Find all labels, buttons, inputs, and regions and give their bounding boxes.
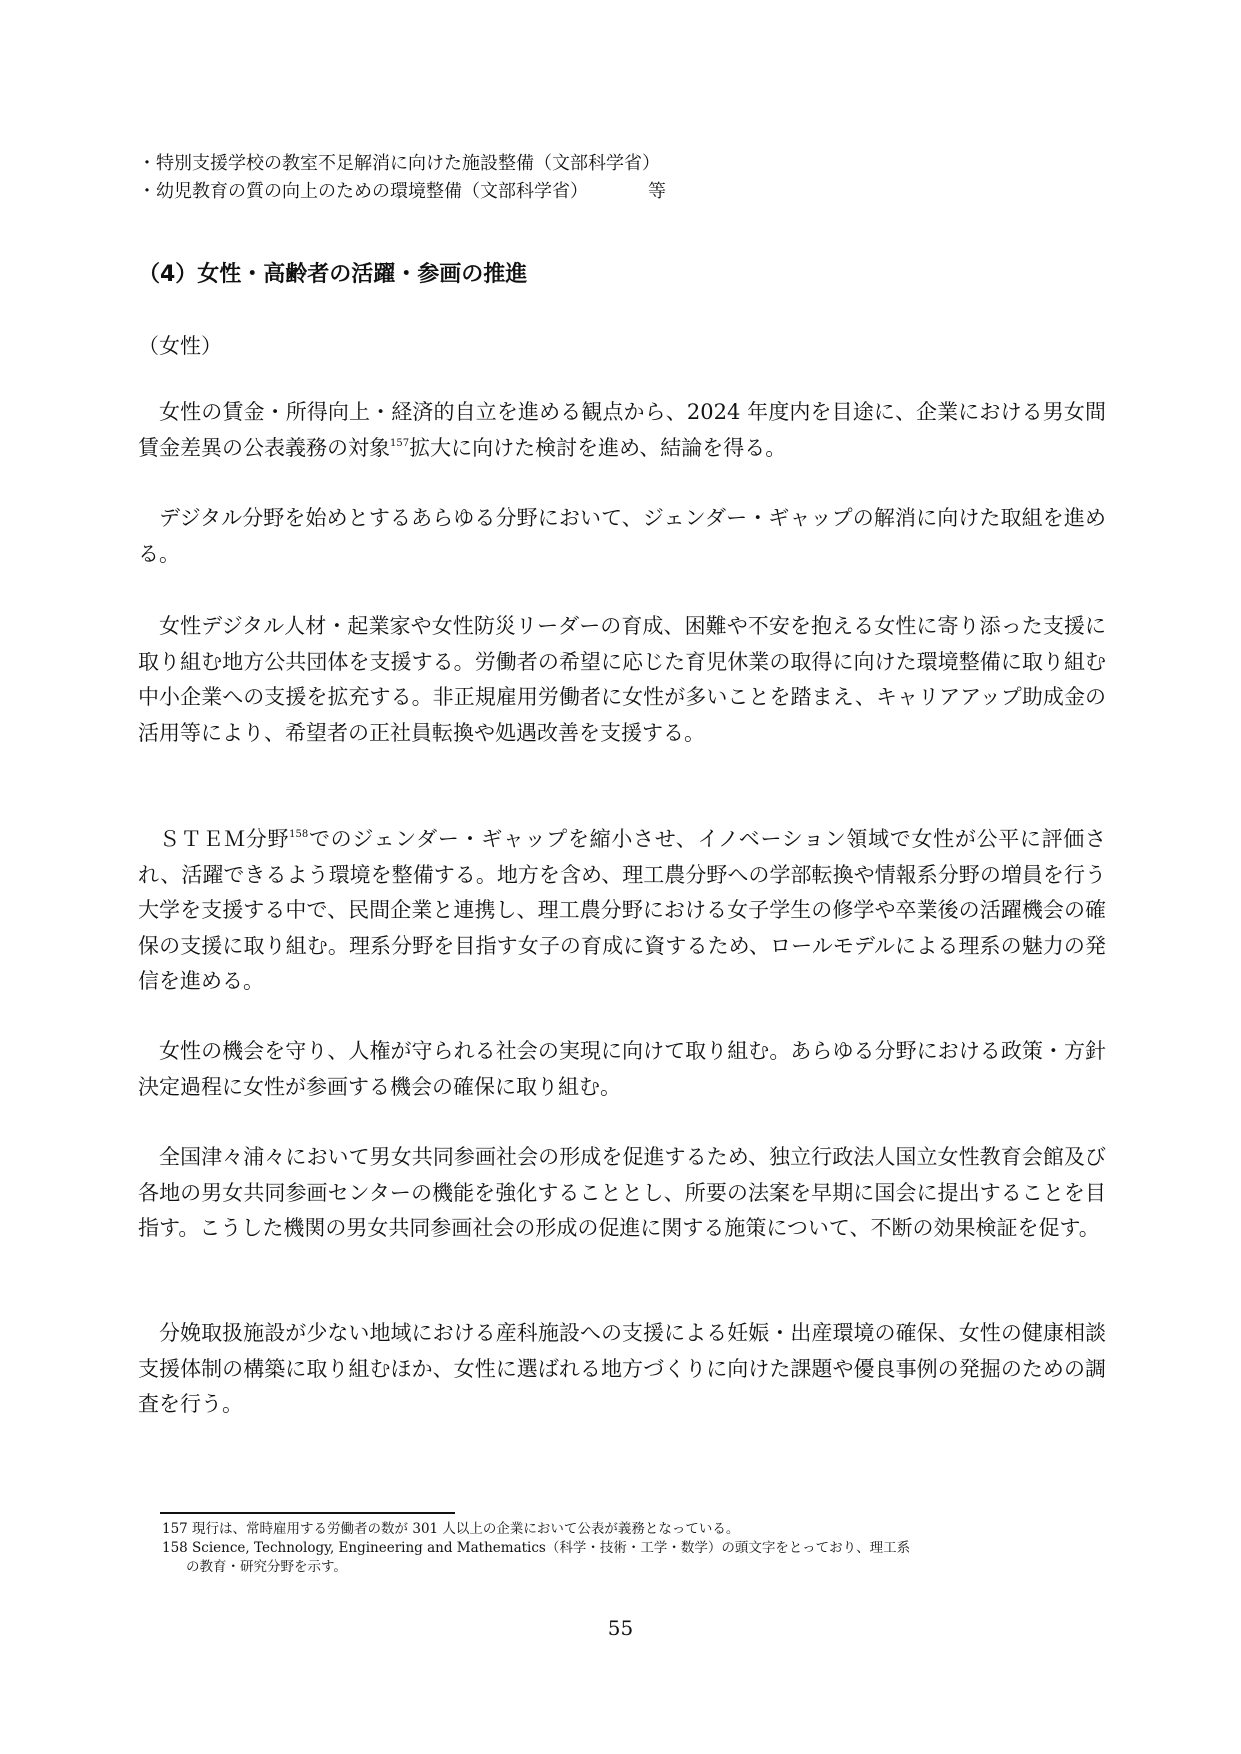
bullet-item: ・幼児教育の質の向上のための環境整備（文部科学省） 等 bbox=[138, 178, 1098, 206]
paragraph: 女性デジタル人材・起業家や女性防災リーダーの育成、困難や不安を抱える女性に寄り添った支援に取り組む地方公共団体を支援する。労働者の希望に応じた育児休業の取得に向けた環境整備に取り組む中小企業への支援を拡充する。非正規雇用労働者に女性が多いことを踏まえ、キャリアアップ助成金の活用等により、希望者の正社員転換や処遇改善を支援する。 bbox=[138, 614, 1106, 745]
footnote: 157 現行は、常時雇用する労働者の数が 301 人以上の企業において公表が義務となっている。 bbox=[162, 1521, 740, 1537]
footnote-divider bbox=[160, 1512, 455, 1514]
bullet-list bbox=[138, 150, 1098, 206]
paragraph: 分娩取扱施設が少ない地域における産科施設への支援による妊娠・出産環境の確保、女性の健康相談支援体制の構築に取り組むほか、女性に選ばれる地方づくりに向けた課題や優良事例の発掘のための調査を行う。 bbox=[138, 1321, 1106, 1416]
paragraph: 全国津々浦々において男女共同参画社会の形成を促進するため、独立行政法人国立女性教育会館及び各地の男女共同参画センターの機能を強化することとし、所要の法案を早期に国会に提出することを目指す。こうした機関の男女共同参画社会の形成の促進に関する施策について、不断の効果検証を促す。 bbox=[138, 1145, 1106, 1240]
section-heading: （4）女性・高齢者の活躍・参画の推進 bbox=[138, 262, 528, 287]
paragraph: 女性の機会を守り、人権が守られる社会の実現に向けて取り組む。あらゆる分野における政策・方針決定過程に女性が参画する機会の確保に取り組む。 bbox=[138, 1039, 1106, 1099]
paragraph: デジタル分野を始めとするあらゆる分野において、ジェンダー・ギャップの解消に向けた取組を進める。 bbox=[138, 506, 1106, 566]
footnote: 158 Science, Technology, Engineering and Mathematics（科学・技術・工学・数学）の頭文字をとっており、理工系 bbox=[162, 1540, 911, 1556]
paragraph: ＳＴＥＭ分野$^{158}$でのジェンダー・ギャップを縮小させ、イノベーション領域で女性が公平に評価され、活躍できるよう環境を整備する。地方を含め、理工農分野への学部転換や情報系分野の増員を行う大学を支援する中で、民間企業と連携し、理工農分野における女子学生の修学や卒業後の活躍機会の確保の支援に取り組む。理系分野を目指す女子の育成に資するため、ロールモデルによる理系の魅力の発信を進める。 bbox=[138, 827, 1107, 993]
paragraph: 女性の賃金・所得向上・経済的自立を進める観点から、2024 年度内を目途に、企業における男女間賃金差異の公表義務の対象$^{157}$拡大に向けた検討を進め、結論を得る。 bbox=[138, 400, 1106, 460]
footnote-ref: 157 bbox=[390, 437, 410, 449]
footnote-continuation: の教育・研究分野を示す。 bbox=[186, 1559, 347, 1575]
subsection-label: （女性） bbox=[138, 334, 222, 358]
footnote-ref: 158 bbox=[289, 829, 309, 840]
page-number: 55 bbox=[607, 1616, 634, 1640]
footnotes bbox=[162, 1520, 1102, 1577]
bullet-suffix: 等 bbox=[648, 181, 666, 202]
bullet-item: ・特別支援学校の教室不足解消に向けた施設整備（文部科学省） bbox=[138, 153, 660, 174]
